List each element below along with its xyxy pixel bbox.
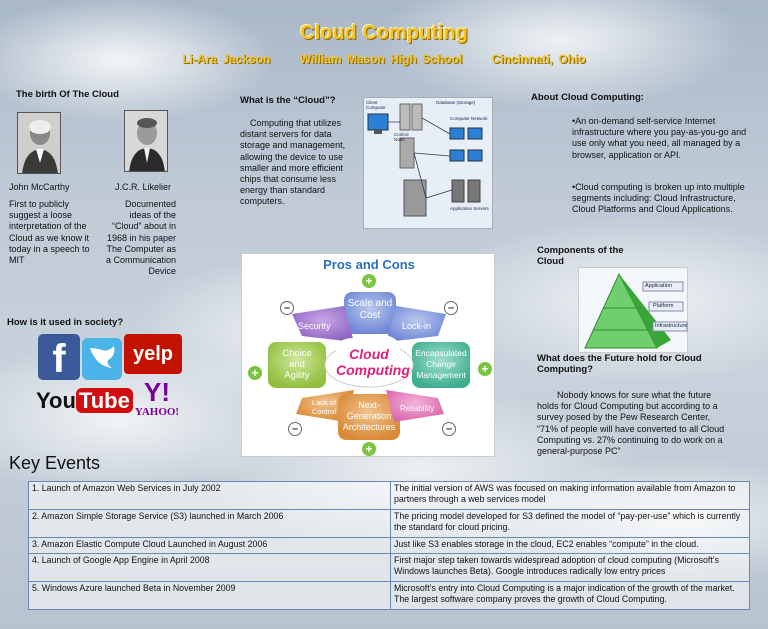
pros-choice-line1: Choice xyxy=(282,348,312,359)
youtube-tube: Tube xyxy=(76,388,133,413)
event-cell: 4. Launch of Google App Engine in April 2008 xyxy=(29,554,391,582)
diagram-database-label: Database (Storage) xyxy=(436,100,476,105)
cons-security: Security xyxy=(298,321,331,331)
pros-choice-line3: Agility xyxy=(284,370,310,381)
pros-center-line2: Computing xyxy=(336,362,410,378)
person1-desc: First to publicly suggest a loose interpretation of the Cloud as we know it today in a speech to MIT xyxy=(9,199,90,266)
pros-next-line3: Architectures xyxy=(342,422,396,432)
pros-next-gen xyxy=(338,400,400,433)
event-cell: 3. Amazon Elastic Compute Cloud Launched in August 2006 xyxy=(29,538,391,554)
youtube-icon xyxy=(36,388,133,414)
plus-icon: + xyxy=(362,442,376,456)
event-cell: 1. Launch of Amazon Web Services in July 2002 xyxy=(29,482,391,510)
pros-next-line1: Next- xyxy=(358,400,380,410)
detail-cell: The initial version of AWS was focused on making information available from Amazon to partners through a web services model xyxy=(391,482,750,510)
cloud-architecture-diagram xyxy=(363,97,493,229)
minus-icon: – xyxy=(280,301,294,315)
pros-cons-graphic xyxy=(241,253,495,457)
pyramid-icon xyxy=(579,268,689,354)
yelp-icon: yelp xyxy=(124,334,182,374)
social-logos xyxy=(36,332,184,424)
cons-control-line2: Control xyxy=(311,407,337,416)
pros-cons-title: Pros and Cons xyxy=(323,257,415,272)
pyramid-infrastructure-label: Infrastructure xyxy=(655,323,688,329)
key-events-heading: Key Events xyxy=(9,453,101,473)
detail-cell: The pricing model developed for S3 defined the model of “pay-per-use” which is currently the standard for cloud pricing. xyxy=(391,510,750,538)
society-heading: How is it used in society? xyxy=(7,317,124,328)
diagram-client-label: Client Computer xyxy=(366,100,386,110)
about-bullet-1: •An on-demand self-service Internet infrastructure where you pay-as-you-go and use only what you need, all managed by a browser, application or API. xyxy=(572,116,747,160)
mccarthy-portrait xyxy=(17,112,61,174)
location-name: Cincinnati, Ohio xyxy=(491,52,586,66)
pros-center-line1: Cloud xyxy=(349,346,389,362)
yahoo-y: Y! xyxy=(144,377,170,407)
detail-cell: First major step taken towards widespread adoption of cloud computing (Microsoft’s Windows launches Beta). Google introduces radically low entry prices xyxy=(391,554,750,582)
birth-heading: The birth Of The Cloud xyxy=(16,89,119,100)
diagram-network-label: Computer Network xyxy=(450,116,488,121)
pros-scale-line1: Scale and xyxy=(347,298,393,309)
diagram-app-label: Application Servers xyxy=(450,206,489,211)
minus-icon: – xyxy=(444,301,458,315)
table-row xyxy=(29,582,750,610)
minus-icon: – xyxy=(288,422,302,436)
what-heading: What is the “Cloud”? xyxy=(240,95,336,106)
pros-scale-line2: Cost xyxy=(359,310,381,321)
about-bullet-2: •Cloud computing is broken up into multiple segments including: Cloud Infrastructure, Cloud Platforms and Cloud Applications. xyxy=(572,182,745,215)
pros-change-line2: Change xyxy=(426,359,456,369)
future-heading: What does the Future hold for Cloud Computing? xyxy=(537,353,702,375)
table-row xyxy=(29,510,750,538)
table-row xyxy=(29,554,750,582)
twitter-bird-icon xyxy=(82,338,122,380)
page-title: Cloud Computing xyxy=(300,22,468,44)
event-cell: 2. Amazon Simple Storage Service (S3) launched in March 2006 xyxy=(29,510,391,538)
detail-cell: Microsoft’s entry into Cloud Computing is a major indication of the growth of the market. The largest software company proves the growth of Cloud Computing. xyxy=(391,582,750,610)
components-pyramid xyxy=(578,267,688,353)
about-heading: About Cloud Computing: xyxy=(531,92,644,103)
pros-center-label xyxy=(336,346,410,378)
plus-icon: + xyxy=(478,362,492,376)
cons-lockin: Lock-in xyxy=(402,321,432,331)
minus-icon: – xyxy=(442,422,456,436)
licklider-portrait xyxy=(124,110,168,172)
pyramid-application-label: Application xyxy=(645,283,672,289)
plus-icon: + xyxy=(362,274,376,288)
person-icon xyxy=(18,113,61,174)
detail-cell: Just like S3 enables storage in the cloud, EC2 enables “compute” in the cloud. xyxy=(391,538,750,554)
school-name: William Mason High School xyxy=(299,52,463,66)
person2-desc: Documented ideas of the “Cloud” about in 1968 in his paper The Computer as a Communication Device xyxy=(105,199,176,277)
twitter-icon xyxy=(82,338,122,380)
person2-name: J.C.R. Likelier xyxy=(115,182,172,192)
event-cell: 5. Windows Azure launched Beta in November 2009 xyxy=(29,582,391,610)
cons-control-line1: Lack of xyxy=(311,398,337,407)
table-row xyxy=(29,538,750,554)
components-heading: Components of the Cloud xyxy=(537,245,624,267)
future-text: Nobody knows for sure what the future holds for Cloud Computing but according to a survey posed by the Pew Research Center, “71% of people will have converted to all Cloud Computing vs. 27% continuing to do work on a general-purpose PC” xyxy=(537,390,725,457)
person-icon xyxy=(125,111,168,172)
key-events-table xyxy=(28,481,750,610)
yahoo-icon xyxy=(132,378,182,422)
subtitle xyxy=(0,52,768,66)
pros-next-line2: Generation xyxy=(346,411,392,421)
pros-choice-agility xyxy=(268,348,326,381)
facebook-icon: f xyxy=(38,334,80,380)
pyramid-platform-label: Platform xyxy=(653,303,674,309)
pros-scale-cost xyxy=(344,298,396,322)
pros-choice-line2: and xyxy=(289,359,305,370)
youtube-you: You xyxy=(36,388,76,413)
pros-change-management xyxy=(410,348,472,381)
pros-change-line3: Management xyxy=(416,370,466,380)
plus-icon: + xyxy=(248,366,262,380)
cons-reliability: Reliability xyxy=(400,404,435,413)
what-text: Computing that utilizes distant servers for data storage and management, allowing the device to use smaller and more efficient chips that consume less energy than standard computers. xyxy=(240,118,346,207)
pros-change-line1: Encapsulated xyxy=(415,348,467,358)
yahoo-word: YAHOO! xyxy=(134,406,180,418)
person1-name: John McCarthy xyxy=(9,182,70,192)
author-name: Li-Ara Jackson xyxy=(182,52,271,66)
table-row xyxy=(29,482,750,510)
diagram-control-label: Control Node xyxy=(394,132,409,142)
